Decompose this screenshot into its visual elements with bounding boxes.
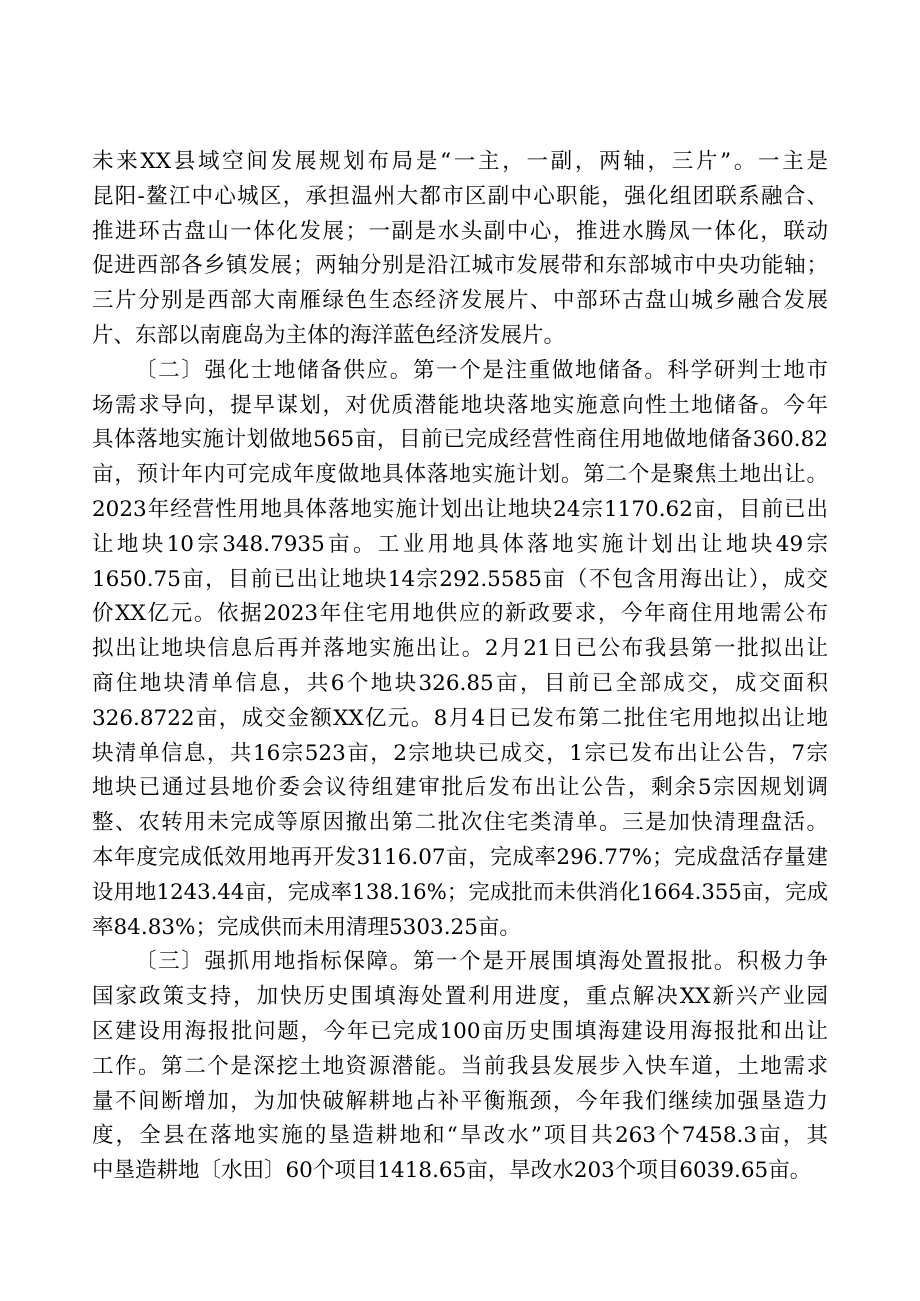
text-line: 中垦造耕地〔水田〕60个项目1418.65亩，旱改水203个项目6039.65亩。 [92,1158,812,1184]
text-line: 率84.83%；完成供而未用清理5303.25亩。 [92,914,521,940]
text-line: 〔三〕强抓用地指标保障。第一个是开展围填海处置报批。积极力争 [135,949,828,975]
text-line: 商住地块清单信息，共6个地块326.85亩，目前已全部成交，成交面积 [92,670,828,696]
text-line: 度，全县在落地实施的垦造耕地和“旱改水”项目共263个7458.3亩，其 [92,1123,828,1149]
text-line: 326.8722亩，成交金额XX亿元。8月4日已发布第二批住宅用地拟出让地 [92,705,828,731]
text-line: 量不间断增加，为加快破解耕地占补平衡瓶颈，今年我们继续加强垦造力 [92,1088,828,1114]
text-line: 促进西部各乡镇发展；两轴分别是沿江城市发展带和东部城市中央功能轴； [92,253,828,279]
paragraph [92,145,828,354]
text-line: 〔二〕强化士地储备供应。第一个是注重做地储备。科学研判士地市 [135,357,828,383]
text-line: 块清单信息，共16宗523亩，2宗地块已成交，1宗已发布出让公告，7宗 [92,740,828,766]
paragraph [92,354,828,946]
text-line: 本年度完成低效用地再开发3116.07亩，完成率296.77%；完成盘活存量建 [92,844,828,870]
text-line: 亩，预计年内可完成年度做地具体落地实施计划。第二个是聚焦土地出让。 [92,462,828,488]
text-line: 昆阳-鳌江中心城区，承担温州大都市区副中心职能，强化组团联系融合、 [92,183,828,209]
text-line: 拟出让地块信息后再并落地实施出让。2月21日已公布我县第一批拟出让 [92,636,828,662]
text-line: 推进环古盘山一体化发展；一副是水头副中心，推进水腾凤一体化，联动 [92,218,828,244]
text-line: 2023年经营性用地具体落地实施计划出让地块24宗1170.62亩，目前已出 [92,496,828,522]
text-line: 片、东部以南鹿岛为主体的海洋蓝色经济发展片。 [92,322,566,348]
paragraph [92,945,828,1189]
text-line: 设用地1243.44亩，完成率138.16%；完成批而未供消化1664.355亩，完成 [92,879,828,905]
document-body [92,145,828,1189]
text-line: 让地块10宗348.7935亩。工业用地具体落地实施计划出让地块49宗 [92,531,828,557]
text-line: 区建设用海报批问题，今年已完成100亩历史围填海建设用海报批和出让 [92,1018,828,1044]
text-line: 工作。第二个是深挖土地资源潜能。当前我县发展步入快车道，土地需求 [92,1053,828,1079]
text-line: 整、农转用未完成等原因撤出第二批次住宅类清单。三是加快清理盘活。 [92,810,828,836]
text-line: 价XX亿元。依据2023年住宅用地供应的新政要求，今年商住用地需公布 [92,601,828,627]
text-line: 未来XX县域空间发展规划布局是“一主，一副，两轴，三片”。一主是 [92,149,828,174]
text-line: 国家政策支持，加快历史围填海处置利用进度，重点解决XX新兴产业园 [92,984,828,1010]
text-line: 地块已通过县地价委会议待组建审批后发布出让公告，剩余5宗因规划调 [92,775,828,801]
text-line: 三片分别是西部大南雁绿色生态经济发展片、中部环古盘山城乡融合发展 [92,288,828,314]
text-line: 具体落地实施计划做地565亩，目前已完成经营性商住用地做地储备360.82 [92,427,828,453]
text-line: 1650.75亩，目前已出让地块14宗292.5585亩（不包含用海出让），成交 [92,566,828,592]
text-line: 场需求导向，提早谋划，对优质潜能地块落地实施意向性土地储备。今年 [92,392,828,418]
